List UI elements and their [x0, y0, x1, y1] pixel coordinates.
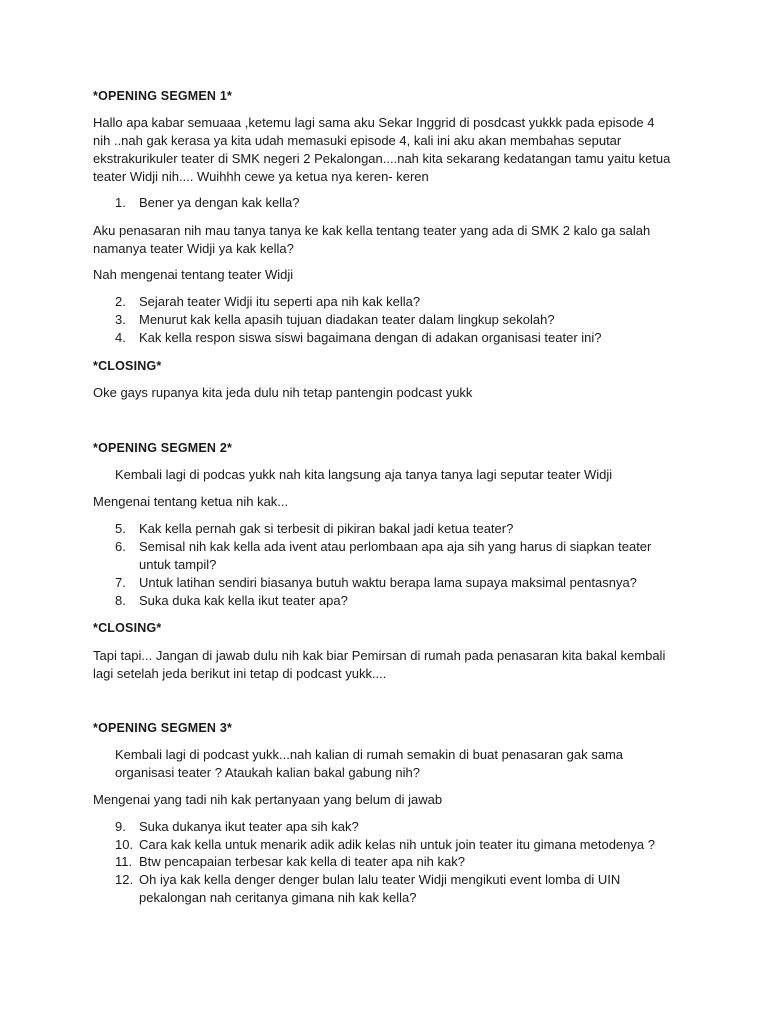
segment-1-intro-line-4: teater Widji nih.... Wuihhh cewe ya ketua nya keren- keren	[93, 169, 429, 184]
question-number: 8.	[115, 593, 126, 608]
question-text: Suka duka kak kella ikut teater apa?	[139, 593, 348, 608]
segment-1-heading: *OPENING SEGMEN 1*	[93, 89, 233, 103]
question-text: Bener ya dengan kak kella?	[139, 195, 300, 210]
segment-3-paragraph: Mengenai yang tadi nih kak pertanyaan yang belum di jawab	[93, 792, 443, 807]
question-text: Semisal nih kak kella ada ivent atau perlombaan apa aja sih yang harus di siapkan teater	[139, 539, 652, 554]
segment-1-paragraph-3: Nah mengenai tentang teater Widji	[93, 267, 294, 282]
question-number: 12.	[115, 872, 134, 887]
question-text: Suka dukanya ikut teater apa sih kak?	[139, 819, 359, 834]
segment-1-paragraph-2-line-2: namanya teater Widji ya kak kella?	[93, 241, 294, 256]
question-text: Btw pencapaian terbesar kak kella di teater apa nih kak?	[139, 854, 465, 869]
question-text: untuk tampil?	[139, 557, 217, 572]
question-number: 11.	[115, 854, 133, 869]
question-text: Sejarah teater Widji itu seperti apa nih kak kella?	[139, 294, 421, 309]
question-text: Cara kak kella untuk menarik adik adik kelas nih untuk join teater itu gimana metodenya ?	[139, 837, 655, 852]
question-text: pekalongan nah ceritanya gimana nih kak kella?	[139, 890, 417, 905]
question-number: 6.	[115, 539, 126, 554]
closing-2-text-line-1: Tapi tapi... Jangan di jawab dulu nih kak biar Pemirsan di rumah pada penasaran kita bakal kembali	[93, 648, 666, 663]
segment-2-heading: *OPENING SEGMEN 2*	[93, 441, 233, 455]
closing-2-heading: *CLOSING*	[93, 621, 162, 635]
question-number: 10.	[115, 837, 134, 852]
closing-1-heading: *CLOSING*	[93, 359, 162, 373]
question-number: 3.	[115, 312, 126, 327]
question-text: Untuk latihan sendiri biasanya butuh waktu berapa lama supaya maksimal pentasnya?	[139, 575, 637, 590]
segment-2-intro: Kembali lagi di podcas yukk nah kita langsung aja tanya tanya lagi seputar teater Widji	[115, 467, 613, 482]
segment-1-intro-line-1: Hallo apa kabar semuaaa ,ketemu lagi sama aku Sekar Inggrid di posdcast yukkk pada episode 4	[93, 115, 655, 130]
question-number: 5.	[115, 521, 126, 536]
segment-3-heading: *OPENING SEGMEN 3*	[93, 721, 233, 735]
question-number: 7.	[115, 575, 126, 590]
segment-1-paragraph-2-line-1: Aku penasaran nih mau tanya tanya ke kak kella tentang teater yang ada di SMK 2 kalo ga salah	[93, 223, 651, 238]
question-text: Kak kella respon siswa siswi bagaimana dengan di adakan organisasi teater ini?	[139, 330, 602, 345]
question-text: Kak kella pernah gak si terbesit di pikiran bakal jadi ketua teater?	[139, 521, 514, 536]
question-text: Oh iya kak kella denger denger bulan lalu teater Widji mengikuti event lomba di UIN	[139, 872, 621, 887]
question-number: 2.	[115, 294, 126, 309]
segment-2-paragraph: Mengenai tentang ketua nih kak...	[93, 494, 289, 509]
closing-2-text-line-2: lagi setelah jeda berikut ini tetap di podcast yukk....	[93, 666, 387, 681]
segment-3-intro-line-1: Kembali lagi di podcast yukk...nah kalian di rumah semakin di buat penasaran gak sama	[115, 747, 624, 762]
question-text: Menurut kak kella apasih tujuan diadakan teater dalam lingkup sekolah?	[139, 312, 555, 327]
segment-3-intro-line-2: organisasi teater ? Ataukah kalian bakal gabung nih?	[115, 765, 420, 780]
closing-1-text: Oke gays rupanya kita jeda dulu nih tetap pantengin podcast yukk	[93, 385, 473, 400]
question-number: 1.	[115, 195, 126, 210]
segment-1-intro-line-2: nih ..nah gak kerasa ya kita udah memasuki episode 4, kali ini aku akan membahas seputar	[93, 133, 622, 148]
question-number: 4.	[115, 330, 126, 345]
question-number: 9.	[115, 819, 126, 834]
segment-1-intro-line-3: ekstrakurikuler teater di SMK negeri 2 Pekalongan....nah kita sekarang kedatangan tamu yaitu ketua	[93, 151, 671, 166]
